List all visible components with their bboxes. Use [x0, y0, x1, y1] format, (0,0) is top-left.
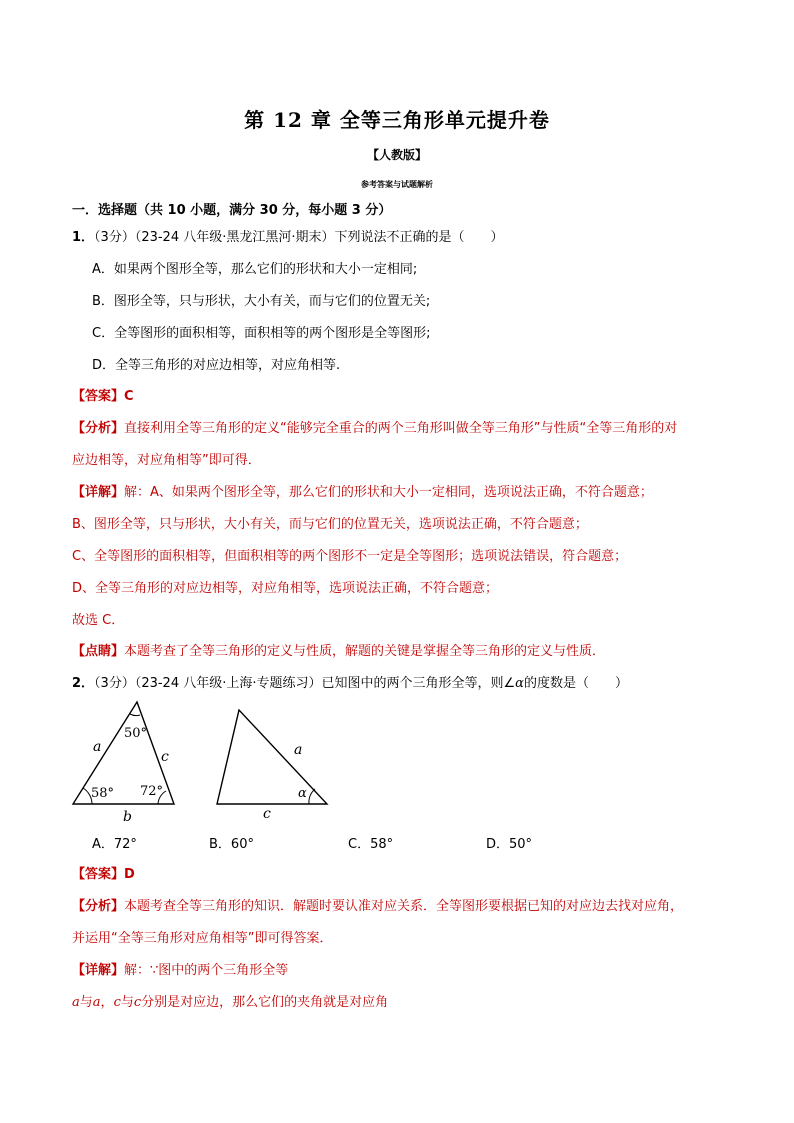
answer-tag: 【答案】 — [72, 867, 125, 882]
question-2-stem — [72, 675, 628, 693]
question-text: （3分）（23-24 八年级·上海·专题练习）已知图中的两个三角形全等，则∠ — [94, 676, 516, 691]
q1-analysis-line-1 — [72, 420, 677, 438]
detail-text: 解：A、如果两个图形全等，那么它们的形状和大小一定相同，选项说法正确，不符合题意； — [124, 485, 653, 500]
q2-option-d: D．50° — [486, 837, 533, 852]
analysis-tag: 【分析】 — [72, 421, 125, 436]
comment-tag: 【点睛】 — [72, 644, 125, 659]
var-a: a — [72, 995, 80, 1010]
triangle-1-right-angle-label: 72° — [140, 784, 164, 799]
text-segment: 与 — [79, 995, 93, 1010]
q1-detail-line-3: C、全等图形的面积相等，但面积相等的两个图形不一定是全等图形；选项说法错误，符合题意； — [72, 549, 628, 564]
q2-options — [92, 833, 552, 851]
question-text: （3分）（23-24 八年级·黑龙江黑河·期末）下列说法不正确的是（ ） — [94, 230, 504, 245]
answer-tag: 【答案】 — [72, 389, 125, 404]
var-a: a — [92, 995, 101, 1010]
q2-analysis-line-1 — [72, 898, 683, 916]
q1-option-b: B．图形全等，只与形状，大小有关，而与它们的位置无关; — [92, 294, 431, 309]
q2-detail-line-2 — [72, 994, 388, 1012]
page-title: 第 12 章 全等三角形单元提升卷 — [244, 108, 550, 132]
triangle-2-alpha-label: α — [298, 786, 307, 801]
q1-detail-line-2: B、图形全等，只与形状，大小有关，而与它们的位置无关，选项说法正确，不符合题意； — [72, 517, 588, 532]
analysis-tag: 【分析】 — [72, 899, 125, 914]
triangle-2-side-c-label: c — [263, 806, 271, 822]
answer-value: D — [124, 867, 135, 882]
analysis-text: 本题考查全等三角形的知识．解题时要认准对应关系．全等图形要根据已知的对应边去找对应角， — [124, 899, 684, 914]
q1-detail-line-1 — [72, 484, 653, 502]
triangle-1-top-angle-label: 50° — [124, 726, 148, 741]
q1-option-d: D．全等三角形的对应边相等，对应角相等. — [92, 358, 341, 373]
q2-analysis-line-2: 并运用“全等三角形对应角相等”即可得答案． — [72, 931, 333, 946]
detail-tag: 【详解】 — [72, 485, 125, 500]
q2-option-b: B．60° — [209, 837, 254, 852]
triangle-2-angle-arc — [309, 789, 315, 804]
question-number: 1． — [72, 230, 95, 245]
var-c: c — [133, 995, 142, 1010]
triangle-1-side-c-label: c — [161, 749, 169, 765]
q2-option-c: C．58° — [348, 837, 394, 852]
detail-tag: 【详解】 — [72, 963, 125, 978]
text-segment: 与 — [120, 995, 134, 1010]
q2-option-a: A．72° — [92, 837, 137, 852]
q1-conclusion: 故选 C． — [72, 613, 125, 628]
triangle-2-side-a-label: a — [294, 742, 303, 758]
detail-text: 解：∵图中的两个三角形全等 — [124, 963, 289, 978]
q1-option-c: C．全等图形的面积相等，面积相等的两个图形是全等图形; — [92, 326, 431, 341]
triangle-figure — [60, 695, 350, 825]
var-c: c — [113, 995, 121, 1010]
triangle-1-left-angle-label: 58° — [91, 786, 115, 801]
comment-text: 本题考查了全等三角形的定义与性质，解题的关键是掌握全等三角形的定义与性质． — [124, 644, 606, 659]
edition-label: 【人教版】 — [366, 148, 427, 162]
q1-answer — [72, 388, 134, 406]
question-text-end: 的度数是（ ） — [523, 676, 628, 691]
answer-value: C — [124, 389, 134, 404]
q1-analysis-line-2: 应边相等，对应角相等”即可得． — [72, 453, 261, 468]
triangle-1-side-a-label: a — [93, 739, 102, 755]
triangle-1-side-b-label: b — [123, 809, 132, 825]
q2-answer — [72, 866, 135, 884]
analysis-text: 直接利用全等三角形的定义“能够完全重合的两个三角形叫做全等三角形”与性质“全等三角形的对 — [124, 421, 678, 436]
section-heading: 一．选择题（共 10 小题，满分 30 分，每小题 3 分） — [72, 203, 392, 218]
q1-option-a: A．如果两个图形全等，那么它们的形状和大小一定相同; — [92, 262, 418, 277]
text-segment: 分别是对应边，那么它们的夹角就是对应角 — [141, 995, 389, 1010]
text-segment: ， — [100, 995, 114, 1010]
subtitle: 参考答案与试题解析 — [361, 180, 433, 189]
question-1-stem — [72, 229, 504, 247]
triangle-2 — [217, 710, 327, 804]
q1-comment — [72, 643, 605, 661]
question-number: 2． — [72, 676, 95, 691]
triangle-1-top-angle-arc — [130, 714, 140, 716]
alpha-symbol: α — [515, 676, 524, 691]
q1-detail-line-4: D、全等三角形的对应边相等，对应角相等，选项说法正确，不符合题意； — [72, 581, 499, 596]
q2-detail-line-1 — [72, 962, 288, 980]
